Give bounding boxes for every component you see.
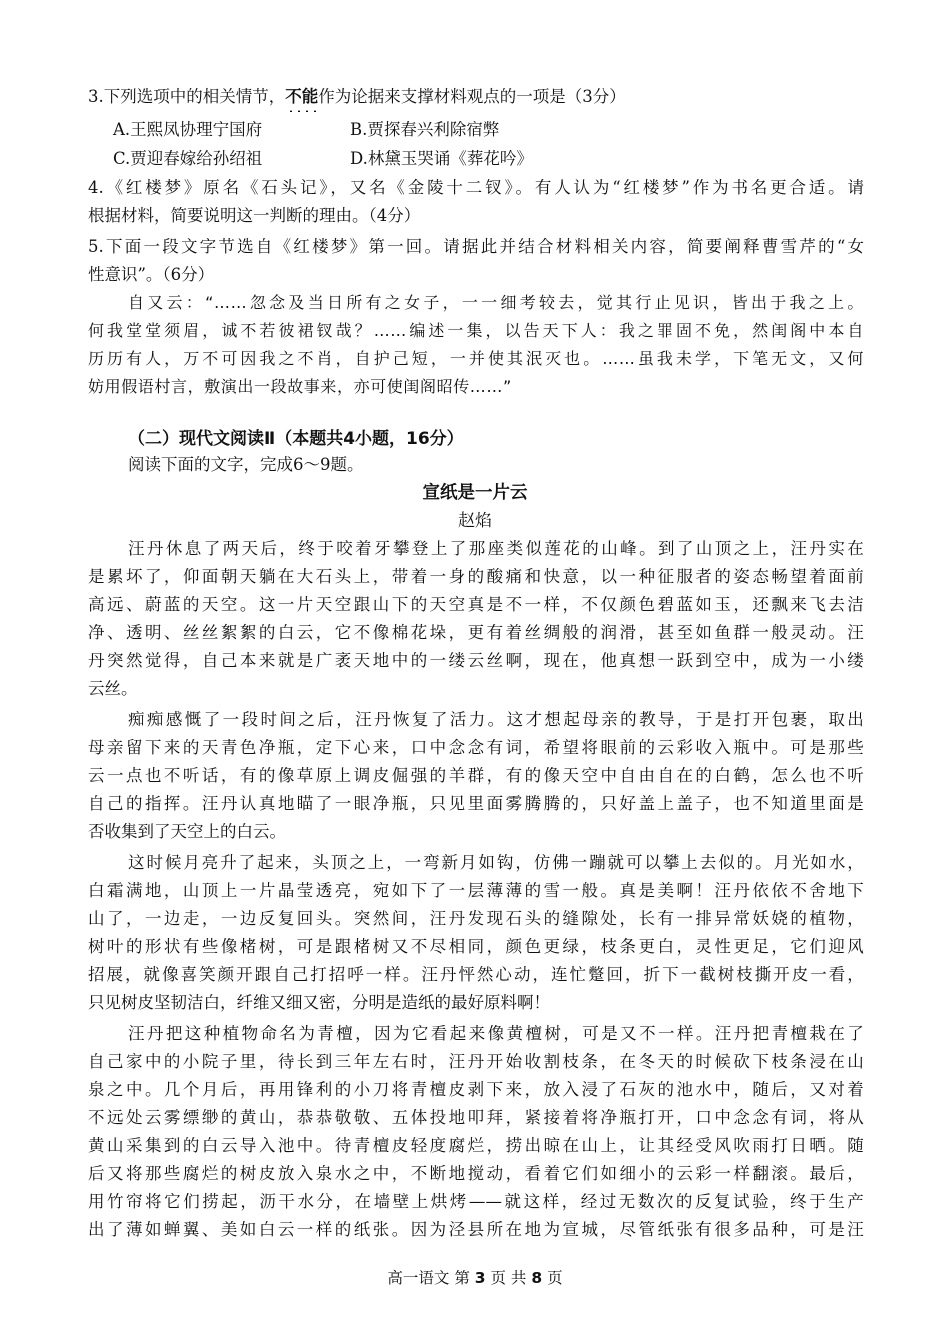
question-3 xyxy=(88,86,868,108)
p4-line-7: 用竹帘将它们捞起，沥干水分，在墙壁上烘烤——就这样，经过无数次的反复试验，终于生产 xyxy=(88,1192,864,1211)
section-intro: 阅读下面的文字，完成6～9题。 xyxy=(128,455,364,474)
q5-quote-line-2: 何我堂堂须眉，诚不若彼裙钗哉？……编述一集，以告天下人：我之罪固不免，然闺阁中本自 xyxy=(88,321,864,340)
p4-line-1: 汪丹把这种植物命名为青檀，因为它看起来像黄檀树，可是又不一样。汪丹把青檀栽在了 xyxy=(128,1024,864,1043)
q5-line-2: 性意识”。（6分） xyxy=(88,265,215,284)
p4-line-3: 泉之中。几个月后，再用锋利的小刀将青檀皮剥下来，放入浸了石灰的池水中，随后，又对着 xyxy=(88,1080,864,1099)
p3-line-2: 白霜满地，山顶上一片晶莹透亮，宛如下了一层薄薄的雪一般。真是美啊！汪丹依依不舍地下 xyxy=(88,881,864,900)
q3-option-d: D.林黛玉哭诵《葬花吟》 xyxy=(350,149,533,168)
p1-line-2: 是累坏了，仰面朝天躺在大石头上，带着一身的酸痛和快意，以一种征服者的姿态畅望着面前 xyxy=(88,567,864,586)
p3-line-6: 只见树皮坚韧洁白，纤维又细又密，分明是造纸的最好原料啊！ xyxy=(88,993,550,1012)
footer-page-number: 3 xyxy=(474,1269,486,1287)
p4-line-4: 不远处云雾缥缈的黄山，恭恭敬敬、五体投地叩拜，紧接着将净瓶打开，口中念念有词，将从 xyxy=(88,1108,864,1127)
footer-subject: 高一语文 xyxy=(387,1269,450,1287)
p2-line-3: 云一点也不听话，有的像草原上调皮倔强的羊群，有的像天空中自由自在的白鹤，怎么也不听 xyxy=(88,766,864,785)
p4-line-2: 自己家中的小院子里，待长到三年左右时，汪丹开始收割枝条，在冬天的时候砍下枝条浸在山 xyxy=(88,1052,864,1071)
q5-quote-line-4: 妨用假语村言，敷演出一段故事来，亦可使闺阁昭传……” xyxy=(88,377,512,396)
q5-quote-line-3: 历历有人，万不可因我之不肖，自护己短，一并使其泯灭也。……虽我未学，下笔无文，又何 xyxy=(88,349,864,368)
p4-line-8: 出了薄如蝉翼、美如白云一样的纸张。因为泾县所在地为宣城，尽管纸张有很多品种，可是汪 xyxy=(88,1220,864,1239)
footer-page-pre: 第 xyxy=(454,1269,470,1287)
p4-line-6: 后又将那些腐烂的树皮放入泉水之中，不断地搅动，看着它们如细小的云彩一样翻滚。最后， xyxy=(88,1164,864,1183)
article-title: 宣纸是一片云 xyxy=(422,483,528,503)
q3-option-c: C.贾迎春嫁给孙绍祖 xyxy=(113,149,263,168)
p1-line-4: 净、透明、丝丝絮絮的白云，它不像棉花垛，更有着丝绸般的润滑，甚至如鱼群一般灵动。汪 xyxy=(88,623,864,642)
p1-line-6: 云丝。 xyxy=(88,679,138,698)
q3-option-a: A.王熙凤协理宁国府 xyxy=(113,120,263,139)
p3-line-1: 这时候月亮升了起来，头顶之上，一弯新月如钩，仿佛一蹦就可以攀上去似的。月光如水， xyxy=(128,853,864,872)
p2-line-5: 否收集到了天空上的白云。 xyxy=(88,822,286,841)
footer-page-mid: 页 共 xyxy=(490,1269,527,1287)
q4-line-2: 根据材料，简要说明这一判断的理由。（4分） xyxy=(88,206,421,225)
q3-emphasis: 不能 xyxy=(285,87,319,106)
p2-line-2: 母亲留下来的天青色净瓶，定下心来，口中念念有词，希望将眼前的云彩收入瓶中。可是那些 xyxy=(88,738,864,757)
p3-line-5: 招展，就像喜笑颜开跟自己打招呼一样。汪丹怦然心动，连忙蹩回，折下一截树枝撕开皮一看， xyxy=(88,965,864,984)
page-footer xyxy=(0,1268,950,1288)
q5-line-1: 5.下面一段文字节选自《红楼梦》第一回。请据此并结合材料相关内容，简要阐释曹雪芹的“女 xyxy=(88,237,864,256)
p2-line-1: 痴痴感慨了一段时间之后，汪丹恢复了活力。这才想起母亲的教导，于是打开包裹，取出 xyxy=(128,710,864,729)
section-heading: （二）现代文阅读Ⅱ（本题共4小题，16分） xyxy=(128,429,464,449)
p1-line-5: 丹突然觉得，自己本来就是广袤天地中的一缕云丝啊，现在，他真想一跃到空中，成为一小缕 xyxy=(88,651,864,670)
p4-line-5: 黄山采集到的白云导入池中。待青檀皮轻度腐烂，捞出晾在山上，让其经受风吹雨打日晒。随 xyxy=(88,1136,864,1155)
p3-line-4: 树叶的形状有些像楮树，可是跟楮树又不尽相同，颜色更绿，枝条更白，灵性更足，它们迎风 xyxy=(88,937,864,956)
q4-line-1: 4.《红楼梦》原名《石头记》，又名《金陵十二钗》。有人认为“红楼梦”作为书名更合适。请 xyxy=(88,178,864,197)
p1-line-3: 高远、蔚蓝的天空。这一片天空跟山下的天空真是不一样，不仅颜色碧蓝如玉，还飘来飞去洁 xyxy=(88,595,864,614)
q3-option-b: B.贾探春兴利除宿弊 xyxy=(350,120,500,139)
q5-quote-line-1: 自又云：“……忽念及当日所有之女子，一一细考较去，觉其行止见识，皆出于我之上。 xyxy=(128,293,864,312)
p2-line-4: 自己的指挥。汪丹认真地瞄了一眼净瓶，只见里面雾腾腾的，只好盖上盖子，也不知道里面是 xyxy=(88,794,864,813)
q3-suffix: 作为论据来支撑材料观点的一项是（3分） xyxy=(318,87,626,106)
p1-line-1: 汪丹休息了两天后，终于咬着牙攀登上了那座类似莲花的山峰。到了山顶之上，汪丹实在 xyxy=(128,539,864,558)
p3-line-3: 山了，一边走，一边反复回头。突然间，汪丹发现石头的缝隙处，长有一排异常妖娆的植物， xyxy=(88,909,864,928)
footer-page-post: 页 xyxy=(547,1269,563,1287)
footer-total-pages: 8 xyxy=(531,1269,543,1287)
q3-prefix: 3.下列选项中的相关情节， xyxy=(88,87,286,106)
article-author: 赵焰 xyxy=(458,511,492,531)
